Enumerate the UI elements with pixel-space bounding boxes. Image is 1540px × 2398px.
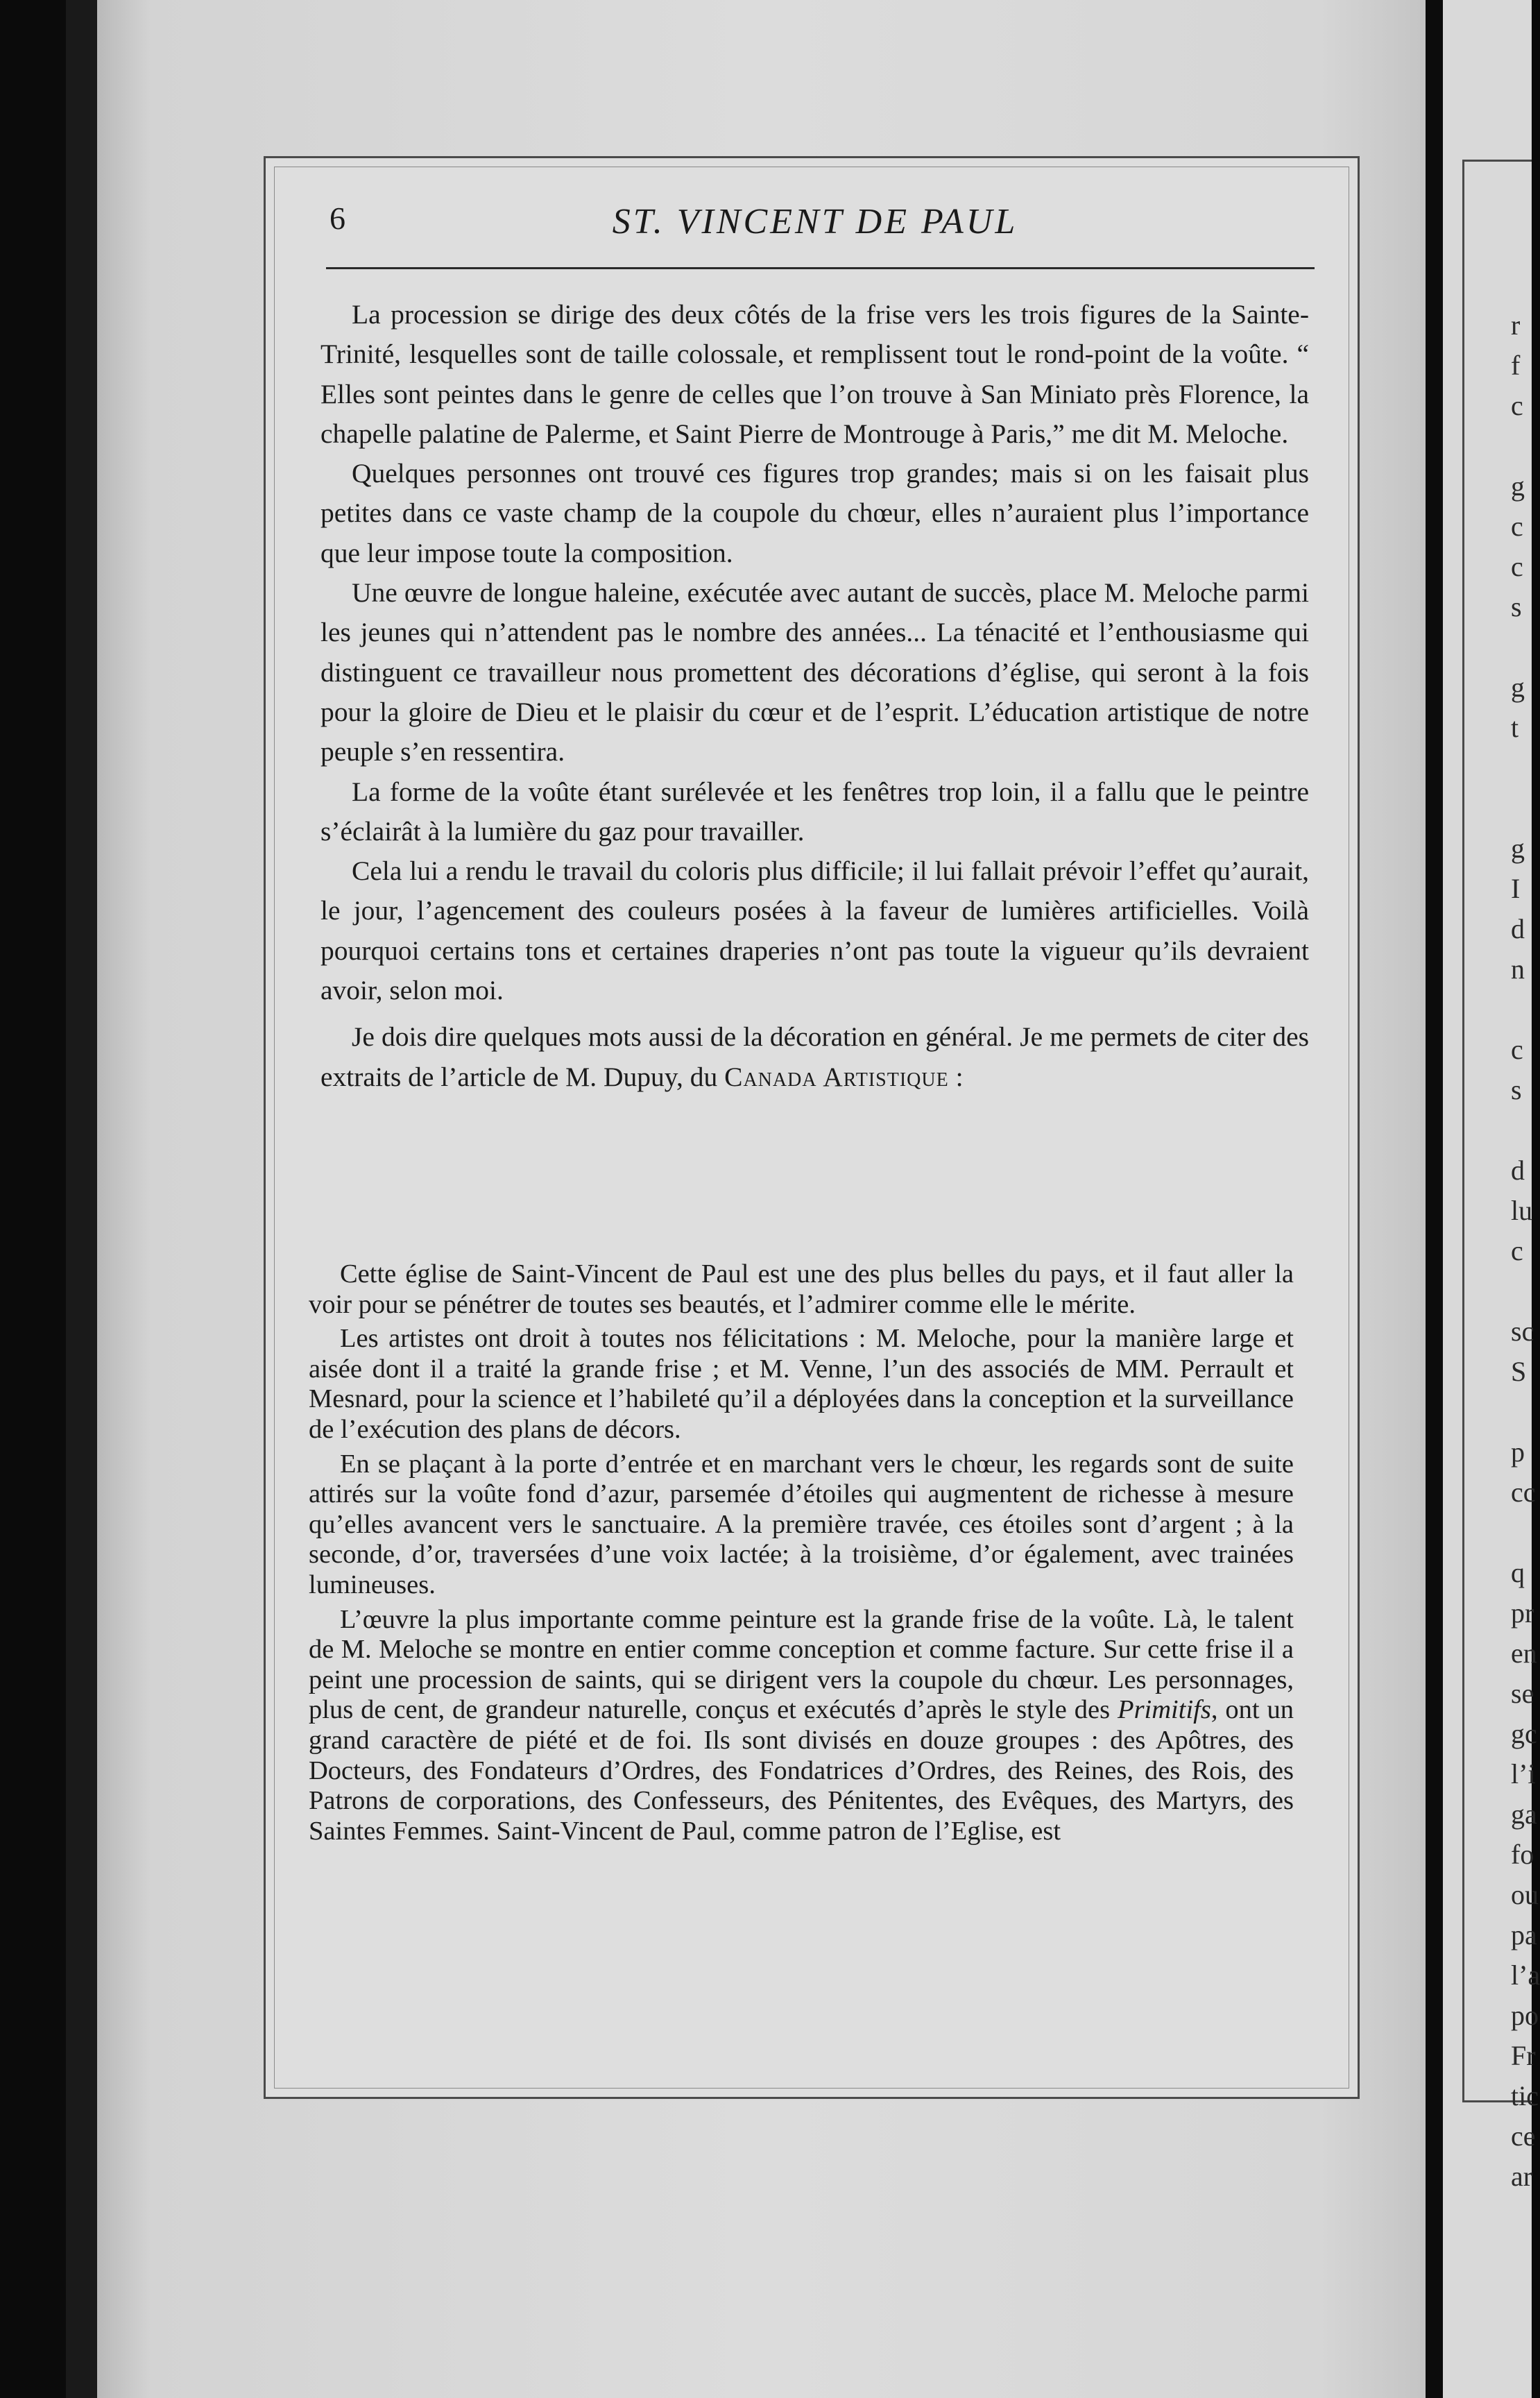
quote-paragraph [309, 1605, 1294, 1847]
paragraph-text: : [948, 1061, 964, 1092]
article-body [320, 295, 1309, 1097]
quoted-extract [309, 1259, 1294, 1846]
paragraph [320, 1017, 1309, 1097]
facing-page-edge-text: r f c g c c s g t g I d n c s d lu c sc S p cc q pr en se gc l’i ga fo ou pa l’a po Fr tic ce ar [1511, 309, 1540, 2192]
quote-paragraph: En se plaçant à la porte d’entrée et en marchant vers le chœur, les regards sont de suite attirés sur la voûte fond d’azur, parsemée d’étoiles qui augmentent de richesse à mesure qu’elles avancent vers le sanctuaire. A la première travée, ces étoiles sont d’argent ; à la seconde, d’or, traversées d’une voix lactée; à la troisième, d’or également, avec trainées lumineuses. [309, 1449, 1294, 1599]
cited-publication: Canada Artistique [724, 1061, 949, 1092]
paragraph-text: Je dois dire quelques mots aussi de la décoration en général. Je me permets de citer des extraits de l’article de M. Dupuy, du [320, 1021, 1309, 1092]
quote-paragraph: Les artistes ont droit à toutes nos félicitations : M. Meloche, pour la manière large et aisée dont il a traité la grande frise ; et M. Venne, l’un des associés de MM. Perrault et Mesnard, pour la science et l’habileté qu’il a déployées dans la conception et la surveillance de l’exécution des plans de décors. [309, 1324, 1294, 1444]
paragraph: La forme de la voûte étant surélevée et les fenêtres trop loin, il a fallu que le peintre s’éclairât à la lumière du gaz pour travailler. [320, 776, 1309, 847]
quote-paragraph: Cette église de Saint-Vincent de Paul est une des plus belles du pays, et il faut aller la voir pour se pénétrer de toutes ses beautés, et l’admirer comme elle le mérite. [309, 1259, 1294, 1319]
header-rule [326, 267, 1315, 269]
page-number: 6 [330, 201, 345, 236]
quote-text: , ont un grand caractère de piété et de foi. Ils sont divisés en douze groupes : des Apôtres, des Docteurs, des Fondateurs d’Ordres, des Fondatrices d’Ordres, des Reines, des Rois, des Patrons de corporations, des Confesseurs, des Pénitentes, des Evêques, des Martyrs, des Saintes Femmes. Saint-Vincent de Paul, comme patron de l’Eglise, est [309, 1695, 1294, 1846]
quote-emphasis: Primitifs [1118, 1695, 1211, 1725]
paragraph: Cela lui a rendu le travail du coloris plus difficile; il lui fallait prévoir l’effet qu’aurait, le jour, l’agencement des couleurs posées à la faveur de lumières artificielles. Voilà pourquoi certains tons et certaines draperies n’ont pas toute la vigueur qu’ils devraient avoir, selon moi. [320, 856, 1309, 1006]
running-title: ST. VINCENT DE PAUL [612, 202, 1018, 241]
paragraph: La procession se dirige des deux côtés de la frise vers les trois figures de la Sainte-Trinité, lesquelles sont de taille colossale, et remplissent tout le rond-point de la voûte. “ Elles sont peintes dans le genre de celles que l’on trouve à San Miniato près Florence, la chapelle palatine de Palerme, et Saint Pierre de Montrouge à Paris,” me dit M. Meloche. [320, 299, 1309, 449]
page-header [305, 194, 1325, 250]
quote-text: L’œuvre la plus importante comme peinture est la grande frise de la voûte. Là, le talent de M. Meloche se montre en entier comme conception et comme facture. Sur cette frise il a peint une procession de saints, qui se dirigent vers la coupole du chœur. Les personnages, plus de cent, de grandeur naturelle, conçus et exécutés d’après le style des [309, 1604, 1294, 1725]
paragraph: Une œuvre de longue haleine, exécutée avec autant de succès, place M. Meloche parmi les jeunes qui n’attendent pas le nombre des années... La ténacité et l’enthousiasme qui distinguent ce travailleur nous promettent des décorations d’église, qui seront à la fois pour la gloire de Dieu et le plaisir du cœur et de l’esprit. L’éducation artistique de notre peuple s’en ressentira. [320, 577, 1309, 767]
paragraph: Quelques personnes ont trouvé ces figures trop grandes; mais si on les faisait plus petites dans ce vaste champ de la coupole du chœur, elles n’auraient plus l’importance que leur impose toute la composition. [320, 458, 1309, 568]
